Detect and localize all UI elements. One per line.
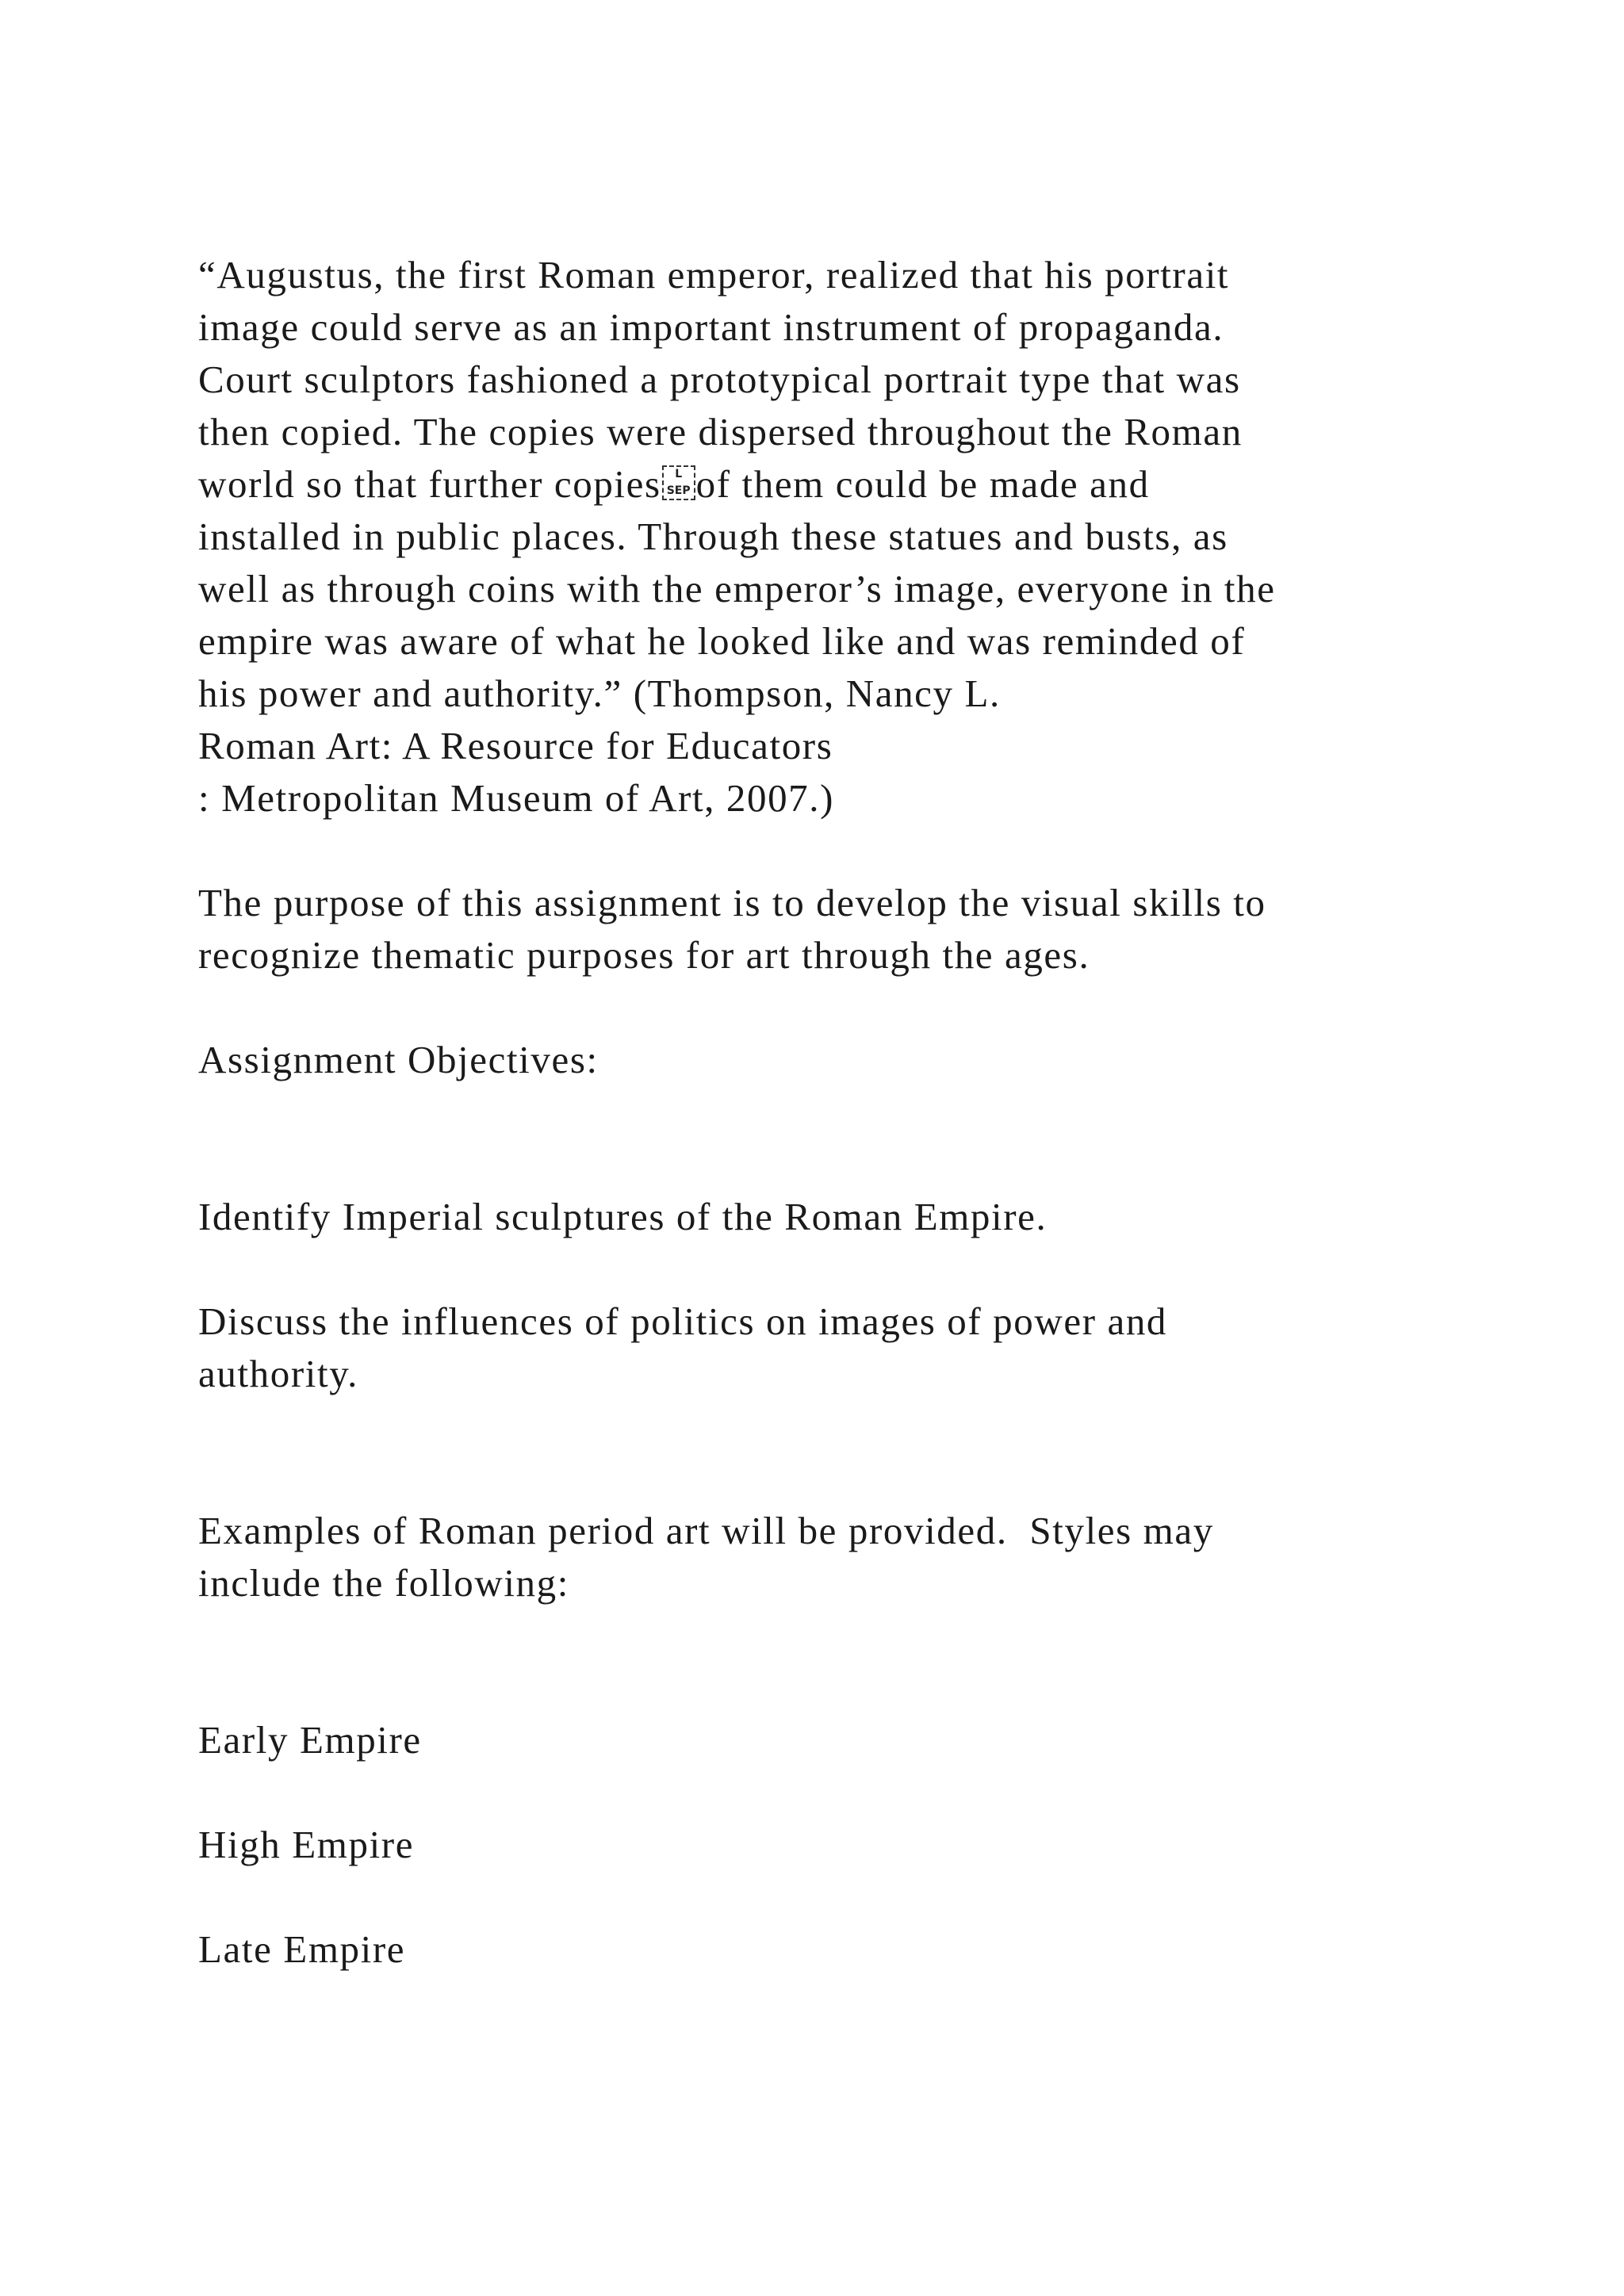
quote-line: “Augustus, the first Roman emperor, realized that his portrait [198, 253, 1230, 297]
separator-glyph-bottom: SEP [666, 484, 691, 497]
citation-publisher: : Metropolitan Museum of Art, 2007.) [198, 776, 835, 820]
quote-line: image could serve as an important instrument of propaganda. [198, 305, 1224, 349]
purpose-line: recognize thematic purposes for art through the ages. [198, 933, 1090, 977]
objective-item: Identify Imperial sculptures of the Roman Empire. [198, 1195, 1048, 1238]
objective-item-continuation: authority. [198, 1352, 358, 1395]
citation-title: Roman Art: A Resource for Educators [198, 724, 833, 767]
style-item: Late Empire [198, 1927, 406, 1971]
examples-line: Examples of Roman period art will be provided. Styles may [198, 1509, 1214, 1552]
quote-line: well as through coins with the emperor’s image, everyone in the [198, 567, 1276, 610]
quote-line-fragment: world so that further copies [198, 462, 661, 506]
quote-line-fragment: of them could be made and [695, 462, 1150, 506]
quote-line: installed in public places. Through these statues and busts, as [198, 515, 1228, 558]
style-item: Early Empire [198, 1718, 422, 1762]
separator-glyph-top: L [675, 468, 683, 480]
quote-line [198, 458, 1150, 511]
quote-line: Court sculptors fashioned a prototypical portrait type that was [198, 358, 1241, 401]
purpose-line: The purpose of this assignment is to develop the visual skills to [198, 881, 1266, 924]
quote-line: empire was aware of what he looked like and was reminded of [198, 619, 1246, 663]
quote-line: his power and authority.” (Thompson, Nancy L. [198, 672, 1001, 715]
quote-line: then copied. The copies were dispersed throughout the Roman [198, 410, 1243, 453]
objectives-heading: Assignment Objectives: [198, 1038, 599, 1081]
objective-item: Discuss the influences of politics on images of power and [198, 1299, 1168, 1343]
examples-line: include the following: [198, 1561, 569, 1605]
separator-glyph-icon [662, 465, 695, 500]
style-item: High Empire [198, 1823, 415, 1866]
